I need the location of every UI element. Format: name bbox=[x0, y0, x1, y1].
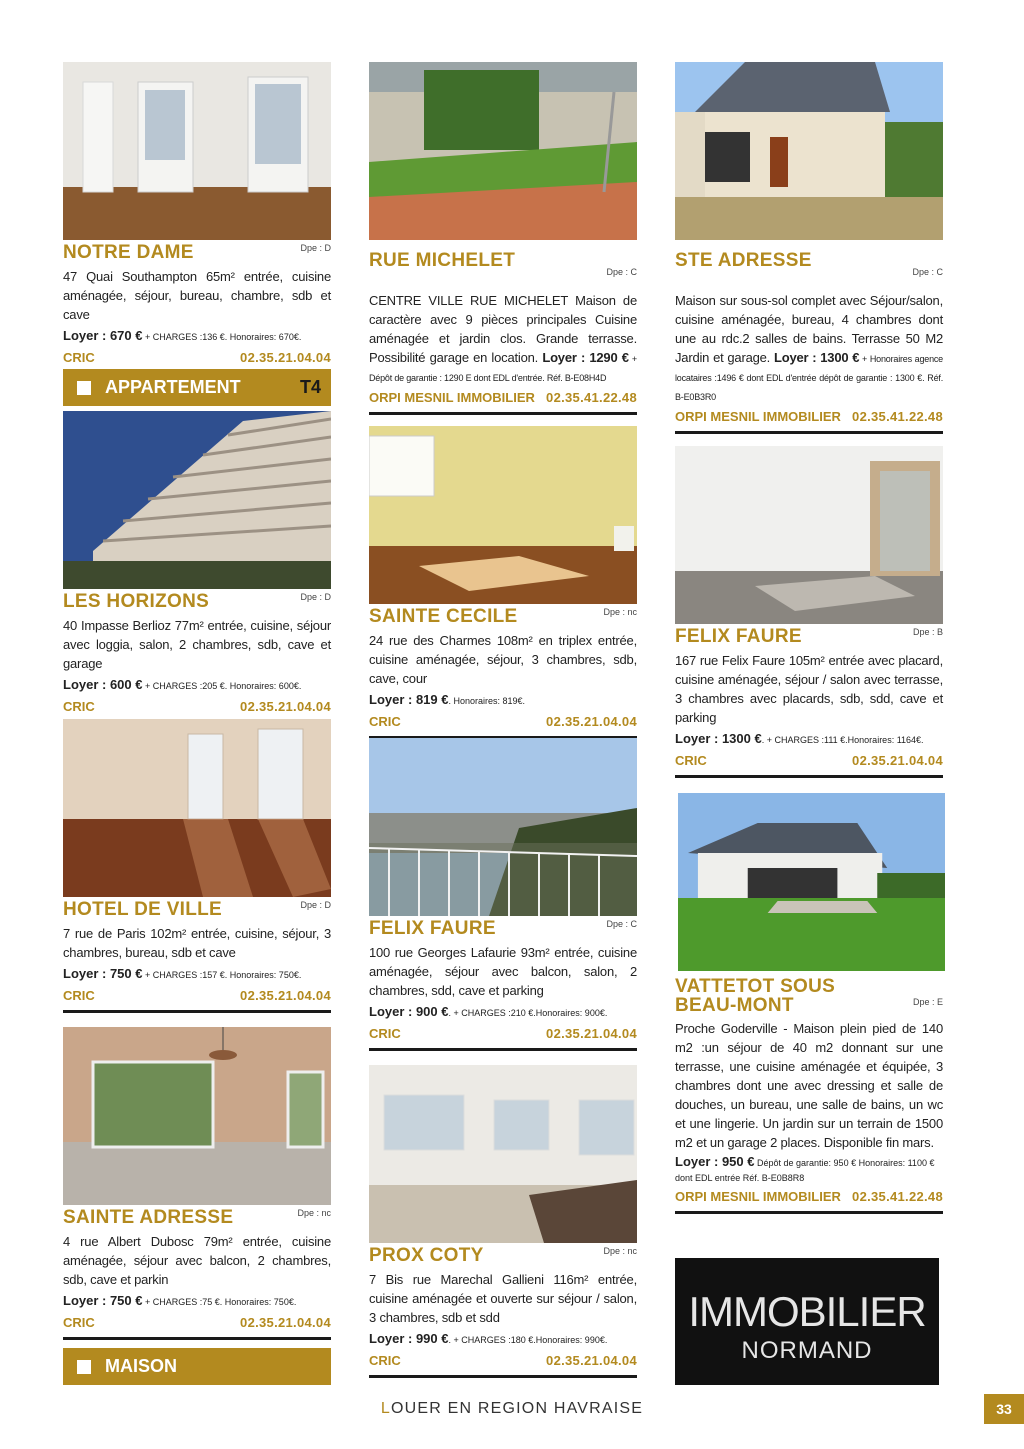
agency-phone: 02.35.21.04.04 bbox=[240, 988, 331, 1003]
agency-row bbox=[63, 988, 331, 1004]
listing-title: RUE MICHELET bbox=[369, 250, 516, 271]
agency-row bbox=[63, 350, 331, 366]
divider bbox=[369, 412, 637, 415]
agency-phone: 02.35.21.04.04 bbox=[852, 753, 943, 768]
photo-notre-dame bbox=[63, 62, 331, 240]
agency-row bbox=[675, 1189, 943, 1205]
listing-sainte-adresse bbox=[63, 1208, 331, 1340]
category-label: MAISON bbox=[105, 1356, 177, 1376]
listing-title: VATTETOT SOUS BEAU-MONT bbox=[675, 976, 836, 1016]
dpe-label: Dpe : D bbox=[300, 592, 331, 602]
description-text: Maison sur sous-sol complet avec Séjour/salon, cuisine aménagée, bureau, 4 chambres dont une au rdc.2 salles de bains. Terrasse 50 M2 Jardin et garage. bbox=[675, 293, 943, 365]
listing-title: STE ADRESSE bbox=[675, 250, 812, 271]
listing-title: SAINTE CECILE bbox=[369, 606, 518, 627]
listing-description: 24 rue des Charmes 108m² en triplex entrée, cuisine aménagée, séjour, 3 chambres, sdb, cave, cour bbox=[369, 633, 637, 686]
page-number: 33 bbox=[984, 1394, 1024, 1424]
agency-name: CRIC bbox=[63, 350, 95, 365]
agency-phone: 02.35.41.22.48 bbox=[546, 390, 637, 405]
photo-felix-faure-c bbox=[369, 738, 637, 916]
agency-phone: 02.35.41.22.48 bbox=[852, 1189, 943, 1204]
footer-text: OUER EN REGION HAVRAISE bbox=[390, 1400, 644, 1417]
listing-rue-michelet bbox=[369, 251, 637, 415]
agency-row bbox=[369, 1026, 637, 1042]
agency-row bbox=[63, 699, 331, 715]
photo-sainte-adresse bbox=[63, 1027, 331, 1205]
rent-amount: Loyer : 1300 € bbox=[773, 350, 860, 365]
listing-prox-coty bbox=[369, 1246, 637, 1378]
footer-initial: L bbox=[380, 1400, 391, 1417]
rent-details: + CHARGES :136 €. Honoraires: 670€. bbox=[142, 332, 302, 342]
category-bar-maison bbox=[63, 1348, 331, 1385]
dpe-label: Dpe : nc bbox=[297, 1208, 331, 1218]
photo-felix-faure-b bbox=[675, 446, 943, 624]
agency-phone: 02.35.21.04.04 bbox=[546, 1353, 637, 1368]
agency-row bbox=[675, 753, 943, 769]
listing-description: 7 Bis rue Marechal Gallieni 116m² entrée, cuisine aménagée et ouverte sur séjour / salon, 3 chambres, sdb et sdd bbox=[369, 1272, 637, 1325]
divider bbox=[369, 1048, 637, 1051]
listing-title: FELIX FAURE bbox=[675, 626, 802, 647]
rent-amount: Loyer : 819 € bbox=[369, 692, 449, 707]
rent-details: + CHARGES :205 €. Honoraires: 600€. bbox=[142, 681, 302, 691]
category-bar-appartement bbox=[63, 369, 331, 406]
agency-phone: 02.35.21.04.04 bbox=[240, 350, 331, 365]
listing-title: PROX COTY bbox=[369, 1245, 484, 1266]
listing-felix-faure-c bbox=[369, 919, 637, 1051]
photo-vattetot bbox=[678, 793, 945, 971]
dpe-label: Dpe : C bbox=[912, 267, 943, 277]
listing-description: 40 Impasse Berlioz 77m² entrée, cuisine, séjour avec loggia, salon, 2 chambres, sdb, cave et garage bbox=[63, 618, 331, 671]
rent-details: . + CHARGES :210 €.Honoraires: 900€. bbox=[448, 1008, 608, 1018]
listing-title: NOTRE DAME bbox=[63, 242, 194, 263]
dpe-label: Dpe : D bbox=[300, 900, 331, 910]
agency-name: ORPI MESNIL IMMOBILIER bbox=[675, 409, 841, 424]
divider bbox=[369, 1375, 637, 1378]
agency-name: CRIC bbox=[63, 1315, 95, 1330]
rent-amount: Loyer : 600 € bbox=[63, 677, 143, 692]
rent-amount: Loyer : 670 € bbox=[63, 328, 143, 343]
rent-amount: Loyer : 750 € bbox=[63, 1293, 143, 1308]
photo-les-horizons bbox=[63, 411, 331, 589]
agency-row bbox=[675, 409, 943, 425]
listing-rent bbox=[63, 965, 331, 984]
divider bbox=[675, 1211, 943, 1214]
rent-amount: Loyer : 1290 € bbox=[542, 350, 629, 365]
rent-details: + Dépôt de garantie : 1290 E dont EDL d'entrée. Réf. B-E08H4D bbox=[369, 354, 637, 383]
listing-rent bbox=[63, 1292, 331, 1311]
dpe-label: Dpe : D bbox=[300, 243, 331, 253]
agency-name: CRIC bbox=[675, 753, 707, 768]
rent-details: + CHARGES :157 €. Honoraires: 750€. bbox=[142, 970, 302, 980]
divider bbox=[63, 1010, 331, 1013]
agency-row bbox=[369, 390, 637, 406]
agency-row bbox=[369, 714, 637, 730]
listing-notre-dame bbox=[63, 243, 331, 375]
rent-details: + CHARGES :75 €. Honoraires: 750€. bbox=[142, 1297, 297, 1307]
rent-details: + Honoraires agence locataires :1496 € dont EDL d'entrée dépôt de garantie : 1300 €. Réf. B-E0B3R0 bbox=[675, 354, 943, 402]
agency-phone: 02.35.21.04.04 bbox=[546, 714, 637, 729]
listing-description: 47 Quai Southampton 65m² entrée, cuisine aménagée, séjour, bureau, chambre, sdb et cave bbox=[63, 269, 331, 322]
divider bbox=[63, 1337, 331, 1340]
listing-title: HOTEL DE VILLE bbox=[63, 899, 223, 920]
agency-name: CRIC bbox=[63, 988, 95, 1003]
agency-name: ORPI MESNIL IMMOBILIER bbox=[675, 1189, 841, 1204]
rent-amount: Loyer : 950 € bbox=[675, 1154, 755, 1169]
rent-details: . + CHARGES :180 €.Honoraires: 990€. bbox=[448, 1335, 608, 1345]
agency-phone: 02.35.21.04.04 bbox=[240, 1315, 331, 1330]
footer-title bbox=[0, 1400, 1024, 1418]
square-icon bbox=[77, 1360, 91, 1374]
listing-hotel-de-ville bbox=[63, 900, 331, 1013]
agency-name: CRIC bbox=[369, 714, 401, 729]
photo-prox-coty bbox=[369, 1065, 637, 1243]
rent-details: Dépôt de garantie: 950 € Honoraires: 1100 € dont EDL entrée Réf. B-E0B8R8 bbox=[675, 1158, 935, 1183]
divider bbox=[675, 431, 943, 434]
agency-phone: 02.35.21.04.04 bbox=[546, 1026, 637, 1041]
category-label: APPARTEMENT bbox=[105, 377, 241, 397]
listing-description: 100 rue Georges Lafaurie 93m² entrée, cuisine aménagée, séjour avec balcon, salon, 2 chambres, sdd, cave et parking bbox=[369, 945, 637, 998]
dpe-label: Dpe : E bbox=[912, 997, 943, 1007]
listing-vattetot bbox=[675, 977, 943, 1214]
dpe-label: Dpe : B bbox=[912, 627, 943, 637]
agency-row bbox=[63, 1315, 331, 1331]
listing-description bbox=[369, 291, 637, 386]
square-icon bbox=[77, 381, 91, 395]
logo-line-1: IMMOBILIER bbox=[688, 1288, 926, 1335]
agency-name: CRIC bbox=[369, 1026, 401, 1041]
dpe-label: Dpe : C bbox=[606, 919, 637, 929]
agency-name: CRIC bbox=[63, 699, 95, 714]
agency-phone: 02.35.21.04.04 bbox=[240, 699, 331, 714]
rent-amount: Loyer : 990 € bbox=[369, 1331, 449, 1346]
listing-description: 4 rue Albert Dubosc 79m² entrée, cuisine aménagée, séjour avec balcon, 2 chambres, sdb, cave et parkin bbox=[63, 1234, 331, 1287]
description-text: CENTRE VILLE RUE MICHELET Maison de caractère avec 9 pièces principales Cuisine aménagée et jardin clos. Grande terrasse. Possibilité garage en location. bbox=[369, 293, 637, 365]
dpe-label: Dpe : C bbox=[606, 267, 637, 277]
immobilier-normand-logo bbox=[675, 1258, 939, 1385]
listing-les-horizons bbox=[63, 592, 331, 724]
agency-name: CRIC bbox=[369, 1353, 401, 1368]
listing-description bbox=[675, 291, 943, 405]
photo-rue-michelet bbox=[369, 62, 637, 240]
agency-name: ORPI MESNIL IMMOBILIER bbox=[369, 390, 535, 405]
listing-description: 7 rue de Paris 102m² entrée, cuisine, séjour, 3 chambres, bureau, sdb et cave bbox=[63, 926, 331, 960]
listing-description: 167 rue Felix Faure 105m² entrée avec placard, cuisine aménagée, séjour / salon avec terrasse, 3 chambres avec placards, sdb, sdd, cave et parking bbox=[675, 653, 943, 725]
divider bbox=[675, 775, 943, 778]
listing-rent bbox=[63, 676, 331, 695]
listing-rent bbox=[369, 1330, 637, 1349]
listing-sainte-cecile bbox=[369, 607, 637, 739]
photo-sainte-cecile bbox=[369, 426, 637, 604]
listing-title: SAINTE ADRESSE bbox=[63, 1207, 234, 1228]
listing-title: LES HORIZONS bbox=[63, 591, 210, 612]
rent-amount: Loyer : 900 € bbox=[369, 1004, 449, 1019]
agency-row bbox=[369, 1353, 637, 1369]
dpe-label: Dpe : nc bbox=[603, 1246, 637, 1256]
dpe-label: Dpe : nc bbox=[603, 607, 637, 617]
photo-hotel-de-ville bbox=[63, 719, 331, 897]
rent-amount: Loyer : 1300 € bbox=[675, 731, 762, 746]
rent-amount: Loyer : 750 € bbox=[63, 966, 143, 981]
listing-rent bbox=[63, 327, 331, 346]
agency-phone: 02.35.41.22.48 bbox=[852, 409, 943, 424]
listing-description: Proche Goderville - Maison plein pied de 140 m2 :un séjour de 40 m2 donnant sur une terrasse, une cuisine aménagée et équipée, 3 chambres dont une avec dressing et salle de douches, un bureau, une salle de bains, un wc et une lingerie. Un jardin sur un terrain de 1500 m2 et un garage 2 places. Disponible fin mars. bbox=[675, 1021, 943, 1150]
listing-title: FELIX FAURE bbox=[369, 918, 496, 939]
listing-rent bbox=[369, 1003, 637, 1022]
rent-details: . Honoraires: 819€. bbox=[448, 696, 526, 706]
listing-rent bbox=[369, 691, 637, 710]
category-type: T4 bbox=[299, 377, 321, 397]
photo-ste-adresse bbox=[675, 62, 943, 240]
listing-rent bbox=[675, 1155, 943, 1185]
listing-felix-faure-b bbox=[675, 627, 943, 778]
logo-line-2: NORMAND bbox=[741, 1337, 873, 1364]
listing-ste-adresse bbox=[675, 251, 943, 434]
rent-details: . + CHARGES :111 €.Honoraires: 1164€. bbox=[761, 735, 924, 745]
listing-rent bbox=[675, 730, 943, 749]
